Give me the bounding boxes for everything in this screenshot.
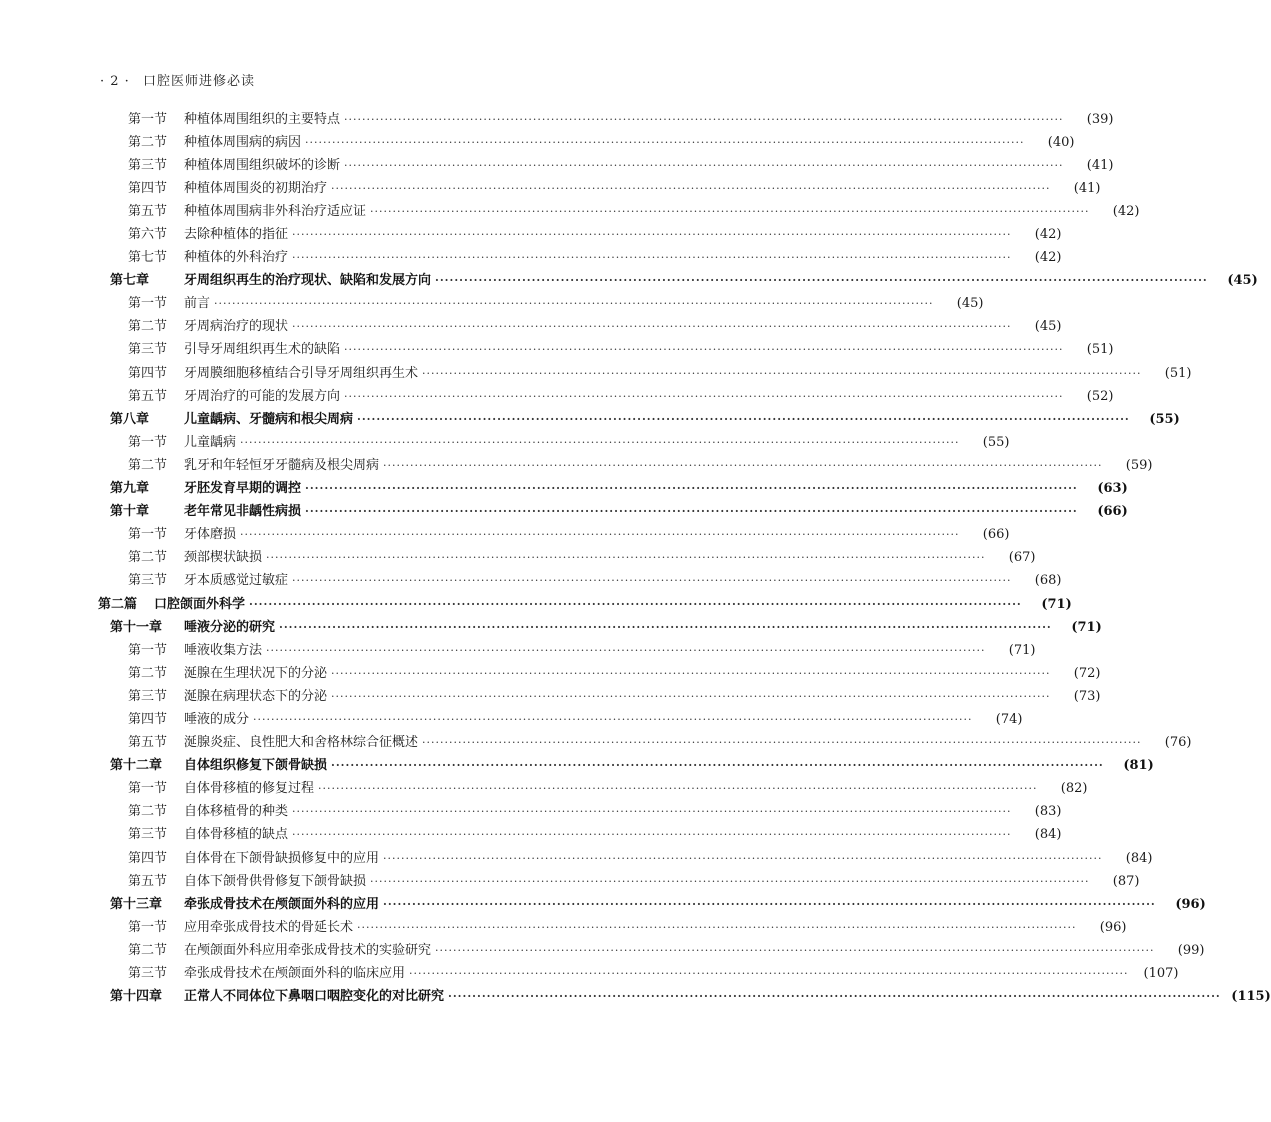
toc-entry-title: 牙周组织再生的治疗现状、缺陷和发展方向	[184, 273, 432, 289]
toc-entry-title: 涎腺炎症、良性肥大和舍格林综合征概述	[184, 735, 419, 751]
toc-entry-page: (42)	[1034, 250, 1062, 266]
toc-entry-page: (59)	[1125, 457, 1153, 473]
toc-entry-chapter[interactable]	[0, 270, 1258, 293]
toc-entry-page: (115)	[1231, 989, 1271, 1005]
dot-leader: ································································································································································	[240, 435, 960, 449]
toc-entry-title: 种植体周围组织的主要特点	[184, 111, 341, 127]
toc-entry-section[interactable]	[0, 732, 1192, 755]
toc-entry-section[interactable]	[0, 131, 1075, 154]
toc-entry-number: 第一节	[128, 434, 168, 450]
toc-entry-page: (66)	[982, 527, 1010, 543]
dot-leader: ································································································································································	[357, 412, 1130, 426]
toc-entry-page: (52)	[1086, 388, 1114, 404]
toc-entry-section[interactable]	[0, 339, 1114, 362]
dot-leader: ································································································································································	[240, 528, 960, 542]
toc-entry-title: 牙胚发育早期的调控	[184, 481, 302, 497]
toc-entry-page: (96)	[1099, 919, 1127, 935]
toc-entry-number: 第一节	[128, 527, 168, 543]
toc-entry-number: 第三节	[128, 573, 168, 589]
toc-entry-number: 第十一章	[110, 619, 163, 635]
toc-entry-section[interactable]	[0, 639, 1036, 662]
toc-entry-title: 唾液分泌的研究	[184, 619, 276, 635]
toc-entry-page: (55)	[1149, 411, 1180, 427]
toc-entry-page: (66)	[1097, 504, 1128, 520]
toc-entry-title: 涎腺在生理状况下的分泌	[184, 665, 328, 681]
toc-entry-title: 牙体磨损	[184, 527, 237, 543]
toc-entry-page: (51)	[1086, 342, 1114, 358]
toc-entry-number: 第三节	[128, 827, 168, 843]
toc-entry-page: (41)	[1086, 157, 1114, 173]
toc-entry-page: (73)	[1073, 688, 1101, 704]
toc-entry-title: 乳牙和年轻恒牙牙髓病及根尖周病	[184, 457, 380, 473]
dot-leader: ································································································································································	[435, 943, 1155, 957]
toc-entry-number: 第二节	[128, 134, 168, 150]
dot-leader: ································································································································································	[370, 204, 1090, 218]
toc-entry-number: 第二节	[128, 804, 168, 820]
toc-entry-chapter[interactable]	[0, 408, 1180, 431]
toc-entry-number: 第五节	[128, 388, 168, 404]
toc-entry-title: 儿童龋病	[184, 434, 237, 450]
dot-leader: ································································································································································	[305, 135, 1025, 149]
toc-entry-section[interactable]	[0, 223, 1062, 246]
toc-entry-number: 第十二章	[110, 758, 163, 774]
toc-entry-number: 第十四章	[110, 989, 163, 1005]
toc-entry-section[interactable]	[0, 200, 1140, 223]
toc-entry-page: (84)	[1125, 850, 1153, 866]
toc-entry-section[interactable]	[0, 431, 1010, 454]
toc-entry-number: 第六节	[128, 227, 168, 243]
toc-entry-number: 第一节	[128, 296, 168, 312]
dot-leader: ································································································································································	[331, 759, 1104, 773]
toc-entry-number: 第七章	[110, 273, 150, 289]
toc-entry-section[interactable]	[0, 916, 1127, 939]
toc-entry-number: 第五节	[128, 873, 168, 889]
toc-entry-title: 口腔颌面外科学	[154, 596, 246, 612]
page-number: · 2 ·	[100, 74, 130, 89]
toc-entry-title: 自体移植骨的种类	[184, 804, 289, 820]
toc-entry-number: 第五节	[128, 735, 168, 751]
toc-entry-section[interactable]	[0, 939, 1205, 962]
toc-entry-page: (83)	[1034, 804, 1062, 820]
toc-entry-page: (51)	[1164, 365, 1192, 381]
dot-leader: ································································································································································	[214, 297, 934, 311]
toc-entry-page: (71)	[1041, 596, 1072, 612]
dot-leader: ································································································································································	[383, 458, 1103, 472]
toc-entry-title: 应用牵张成骨技术的骨延长术	[184, 919, 354, 935]
toc-entry-title: 正常人不同体位下鼻咽口咽腔变化的对比研究	[184, 989, 445, 1005]
toc-entry-title: 自体骨移植的修复过程	[184, 781, 315, 797]
toc-entry-title: 去除种植体的指征	[184, 227, 289, 243]
toc-entry-title: 牙周病治疗的现状	[184, 319, 289, 335]
dot-leader: ································································································································································	[292, 228, 1012, 242]
dot-leader: ································································································································································	[344, 112, 1064, 126]
dot-leader: ································································································································································	[292, 320, 1012, 334]
toc-entry-title: 自体组织修复下颌骨缺损	[184, 758, 328, 774]
toc-entry-chapter[interactable]	[0, 986, 1271, 1009]
toc-entry-title: 颈部楔状缺损	[184, 550, 263, 566]
dot-leader: ································································································································································	[435, 274, 1208, 288]
toc-entry-section[interactable]	[0, 870, 1140, 893]
toc-entry-section[interactable]	[0, 824, 1062, 847]
toc-entry-number: 第十三章	[110, 896, 163, 912]
toc-entry-page: (81)	[1123, 758, 1154, 774]
dot-leader: ································································································································································	[331, 181, 1051, 195]
toc-entry-section[interactable]	[0, 801, 1062, 824]
dot-leader: ································································································································································	[448, 990, 1221, 1004]
toc-entry-title: 种植体的外科治疗	[184, 250, 289, 266]
toc-entry-page: (72)	[1073, 665, 1101, 681]
toc-entry-page: (42)	[1112, 203, 1140, 219]
toc-entry-number: 第二节	[128, 457, 168, 473]
toc-entry-title: 儿童龋病、牙髓病和根尖周病	[184, 411, 354, 427]
toc-entry-number: 第四节	[128, 180, 168, 196]
dot-leader: ································································································································································	[305, 505, 1078, 519]
dot-leader: ································································································································································	[370, 874, 1090, 888]
toc-entry-section[interactable]	[0, 570, 1062, 593]
toc-entry-section[interactable]	[0, 524, 1010, 547]
toc-entry-number: 第五节	[128, 203, 168, 219]
toc-entry-number: 第一节	[128, 919, 168, 935]
toc-entry-part[interactable]	[0, 593, 1072, 616]
toc-entry-section[interactable]	[0, 547, 1036, 570]
toc-entry-section[interactable]	[0, 778, 1088, 801]
dot-leader: ································································································································································	[357, 920, 1077, 934]
toc-entry-section[interactable]	[0, 708, 1023, 731]
dot-leader: ································································································································································	[422, 366, 1142, 380]
toc-entry-title: 牙本质感觉过敏症	[184, 573, 289, 589]
toc-entry-page: (99)	[1177, 942, 1205, 958]
dot-leader: ································································································································································	[279, 620, 1052, 634]
toc-entry-title: 种植体周围病的病因	[184, 134, 302, 150]
dot-leader: ································································································································································	[422, 736, 1142, 750]
toc-entry-number: 第一节	[128, 781, 168, 797]
toc-entry-number: 第四节	[128, 711, 168, 727]
toc-entry-number: 第二篇	[98, 596, 138, 612]
toc-entry-title: 引导牙周组织再生术的缺陷	[184, 342, 341, 358]
toc-entry-title: 种植体周围组织破坏的诊断	[184, 157, 341, 173]
toc-entry-page: (82)	[1060, 781, 1088, 797]
dot-leader: ································································································································································	[344, 389, 1064, 403]
toc-entry-page: (96)	[1175, 896, 1206, 912]
toc-entry-number: 第三节	[128, 688, 168, 704]
toc-entry-number: 第九章	[110, 481, 150, 497]
toc-entry-section[interactable]	[0, 177, 1101, 200]
toc-entry-page: (41)	[1073, 180, 1101, 196]
toc-entry-page: (74)	[995, 711, 1023, 727]
toc-entry-title: 牵张成骨技术在颅颌面外科的临床应用	[184, 966, 406, 982]
toc-entry-number: 第一节	[128, 111, 168, 127]
toc-entry-number: 第七节	[128, 250, 168, 266]
toc-entry-title: 涎腺在病理状态下的分泌	[184, 688, 328, 704]
dot-leader: ································································································································································	[266, 551, 986, 565]
toc-entry-title: 自体骨移植的缺点	[184, 827, 289, 843]
toc-entry-chapter[interactable]	[0, 616, 1102, 639]
toc-entry-page: (39)	[1086, 111, 1114, 127]
toc-entry-number: 第四节	[128, 850, 168, 866]
toc-entry-page: (84)	[1034, 827, 1062, 843]
toc-entry-section[interactable]	[0, 847, 1153, 870]
toc-entry-number: 第四节	[128, 365, 168, 381]
toc-entry-title: 牙周膜细胞移植结合引导牙周组织再生术	[184, 365, 419, 381]
toc-entry-number: 第三节	[128, 966, 168, 982]
toc-entry-number: 第八章	[110, 411, 150, 427]
dot-leader: ································································································································································	[318, 782, 1038, 796]
toc-entry-title: 唾液收集方法	[184, 642, 263, 658]
toc-entry-page: (40)	[1047, 134, 1075, 150]
toc-entry-number: 第三节	[128, 157, 168, 173]
dot-leader: ································································································································································	[331, 666, 1051, 680]
toc-entry-section[interactable]	[0, 154, 1114, 177]
toc-entry-chapter[interactable]	[0, 755, 1154, 778]
toc-entry-title: 自体骨在下颌骨缺损修复中的应用	[184, 850, 380, 866]
toc-entry-title: 种植体周围炎的初期治疗	[184, 180, 328, 196]
dot-leader: ································································································································································	[344, 158, 1064, 172]
dot-leader: ································································································································································	[292, 805, 1012, 819]
toc-entry-section[interactable]	[0, 247, 1062, 270]
toc-entry-section[interactable]	[0, 962, 1179, 985]
toc-entry-page: (45)	[1227, 273, 1258, 289]
toc-entry-title: 在颅颌面外科应用牵张成骨技术的实验研究	[184, 942, 432, 958]
toc-entry-section[interactable]	[0, 662, 1101, 685]
dot-leader: ································································································································································	[409, 967, 1129, 981]
dot-leader: ································································································································································	[253, 712, 973, 726]
table-of-contents	[0, 108, 1271, 1009]
toc-entry-page: (71)	[1008, 642, 1036, 658]
dot-leader: ································································································································································	[305, 482, 1078, 496]
toc-entry-number: 第一节	[128, 642, 168, 658]
toc-entry-chapter[interactable]	[0, 893, 1206, 916]
toc-entry-title: 老年常见非龋性病损	[184, 504, 302, 520]
dot-leader: ································································································································································	[292, 574, 1012, 588]
toc-entry-section[interactable]	[0, 385, 1114, 408]
toc-entry-chapter[interactable]	[0, 478, 1128, 501]
toc-entry-page: (45)	[1034, 319, 1062, 335]
toc-entry-number: 第二节	[128, 550, 168, 566]
toc-entry-page: (67)	[1008, 550, 1036, 566]
toc-entry-number: 第二节	[128, 319, 168, 335]
toc-entry-title: 自体下颌骨供骨修复下颌骨缺损	[184, 873, 367, 889]
toc-entry-title: 前言	[184, 296, 211, 312]
toc-entry-page: (63)	[1097, 481, 1128, 497]
toc-entry-page: (107)	[1143, 966, 1179, 982]
dot-leader: ································································································································································	[383, 851, 1103, 865]
toc-entry-title: 牙周治疗的可能的发展方向	[184, 388, 341, 404]
toc-entry-number: 第十章	[110, 504, 150, 520]
toc-entry-section[interactable]	[0, 293, 984, 316]
toc-entry-page: (55)	[982, 434, 1010, 450]
toc-entry-section[interactable]	[0, 108, 1114, 131]
dot-leader: ································································································································································	[383, 897, 1156, 911]
toc-entry-number: 第三节	[128, 342, 168, 358]
book-title: 口腔医师进修必读	[142, 74, 255, 89]
toc-entry-section[interactable]	[0, 454, 1153, 477]
toc-entry-title: 种植体周围病非外科治疗适应证	[184, 203, 367, 219]
toc-entry-section[interactable]	[0, 685, 1101, 708]
toc-entry-page: (45)	[956, 296, 984, 312]
dot-leader: ································································································································································	[292, 828, 1012, 842]
toc-entry-page: (87)	[1112, 873, 1140, 889]
toc-entry-page: (42)	[1034, 227, 1062, 243]
dot-leader: ································································································································································	[266, 643, 986, 657]
toc-entry-number: 第二节	[128, 665, 168, 681]
dot-leader: ································································································································································	[331, 689, 1051, 703]
dot-leader: ································································································································································	[344, 343, 1064, 357]
toc-entry-title: 唾液的成分	[184, 711, 250, 727]
toc-entry-title: 牵张成骨技术在颅颌面外科的应用	[184, 896, 380, 912]
toc-entry-number: 第二节	[128, 942, 168, 958]
running-head	[100, 70, 255, 89]
toc-entry-page: (76)	[1164, 735, 1192, 751]
toc-entry-section[interactable]	[0, 316, 1062, 339]
dot-leader: ································································································································································	[249, 597, 1022, 611]
toc-entry-page: (68)	[1034, 573, 1062, 589]
toc-entry-chapter[interactable]	[0, 501, 1128, 524]
toc-entry-section[interactable]	[0, 362, 1192, 385]
dot-leader: ································································································································································	[292, 251, 1012, 265]
toc-entry-page: (71)	[1071, 619, 1102, 635]
